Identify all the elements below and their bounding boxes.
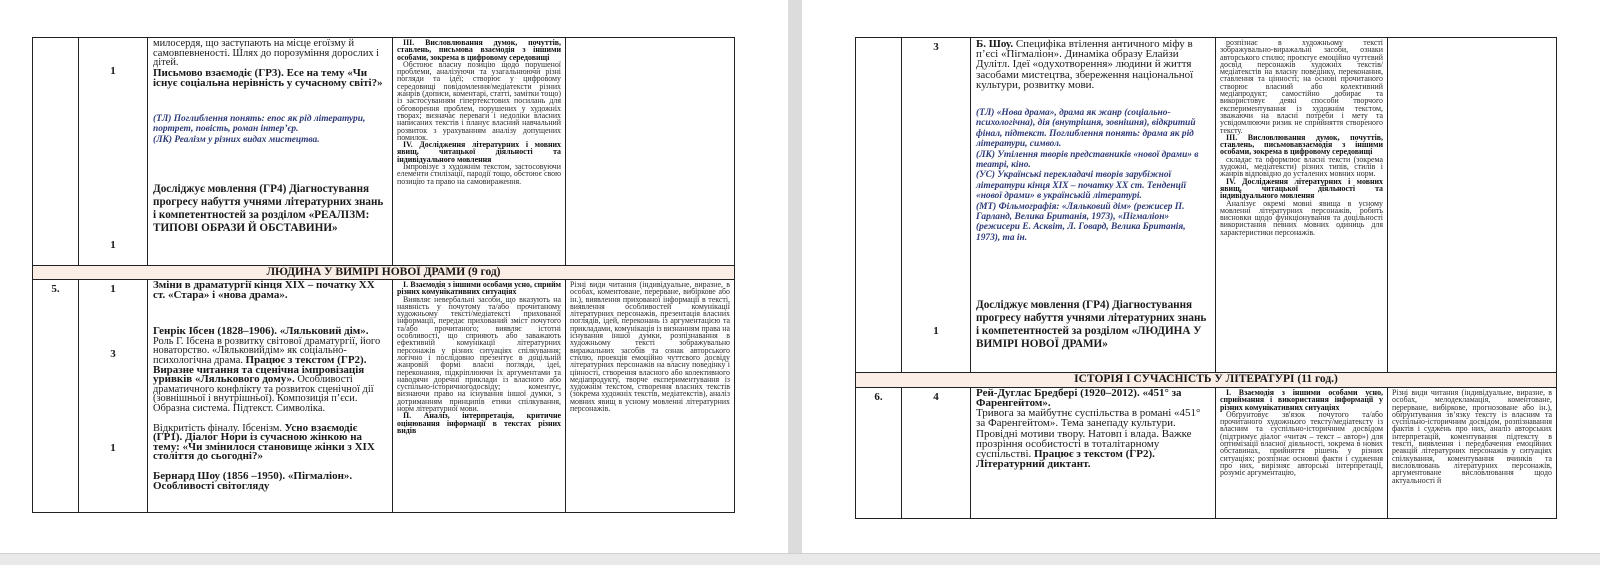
table-cell-outcomes — [392, 279, 566, 513]
topic-text: Особливості драматичного конфлікту та розвиток сценічної дії (зовнішньої і внутрішньої). Композиція п’єси. Образна система. Підтекст. Символіка. — [153, 374, 374, 414]
topic-text: Роль Г. Ібсена в розвитку світової драматургії, його новаторство. «Ляльковийдім» як соціально-психологічна драма. — [153, 335, 381, 366]
table-cell-outcomes — [1215, 37, 1388, 373]
outcome-heading: IV. Дослідження літературних і мовних явищ, читацької діяльності та індивідуального мовлення — [1220, 176, 1383, 201]
table-cell-hours — [78, 37, 148, 266]
topic-text: милосердя, що заступають на місце егоїзму й самовпевненості. Шлях до порозуміння дорослих і дітей. — [153, 38, 380, 69]
table-cell-outcomes — [1215, 387, 1388, 519]
table-cell-number — [32, 37, 79, 266]
topic-task: Письмово взаємодіє (ГР3). Есе на тему «Чи існує соціальна нерівність у сучасному світі?» — [153, 66, 383, 89]
topic-note: (ЛК) Утілення творів представників «нової драми» в театрі, кіно. — [976, 149, 1199, 171]
outcome-text: Обстоює власну позицію щодо порушеної проблеми, аналізуючи та узагальнюючи різні погляди та ідеї; створює у цифровому середовищі повідомлення/медіатексти різних жанрів (дописи, коментарі, статті, замітки тощо) із застосуванням гіпертекстових посилань для обговорення проблем, порушених у художніх творах; визначає переваги і недоліки власних написаних текстів і планує власний навчальний розвиток з урахуванням аналізу допущених помилок. — [397, 59, 561, 142]
table-cell-number — [855, 37, 902, 373]
table-cell-topic — [147, 37, 393, 266]
section-header: ІСТОРІЯ І СУЧАСНІСТЬ У ЛІТЕРАТУРІ (11 год.) — [855, 372, 1557, 388]
hours-value: 1 — [933, 325, 939, 337]
topic-text: Відкритість фіналу. Ібсенізм. — [153, 422, 282, 434]
outcome-heading: I. Взаємодія з іншими особами усно, сприйм різних комунікативних ситуаціях — [397, 280, 561, 297]
table-cell-number — [32, 279, 79, 513]
table-cell-hours — [901, 37, 971, 373]
topic-title: Генрік Ібсен (1828–1906). «Ляльковий дім». — [153, 325, 369, 338]
topic-title: Бернард Шоу (1856 –1950). «Пігмаліон». Особливості світогляду — [153, 469, 353, 492]
topic-diagnostic: Досліджує мовлення (ГР4) Діагностування прогресу набуття учнями літературних знань і компетентностей за розділом «ЛЮДИНА У ВИМІРІ НОВОЇ ДРАМИ» — [976, 299, 1207, 351]
hours-value: 3 — [933, 41, 939, 53]
table-cell-topic — [970, 37, 1216, 373]
topic-note: (ЛК) Реалізм у різних видах мистецтва. — [153, 134, 320, 145]
document-page-right — [802, 0, 1600, 553]
hours-value: 1 — [110, 239, 116, 251]
outcome-text: Обґрунтовує зв'язок почутого та/або прочитаного художнього тексту/медіатексту із власним та суспільно-історичним досвідом (підтримує діалог «читач – текст – автор») для оптимізації власної діяльності, зокрема в нових обставинах, прийняття рішень у різних ситуаціях; розпізнає основні факти і судження про них, вирізняє авторські інтерпретації, розуміє аргументацію, — [1220, 409, 1383, 478]
topic-text: Тривога за майбутнє суспільства в романі «451° за Фаренгейтом». Тема занепаду культури. Провідні мотиви твору. Натовп і влада. Важке прозріння особистості в тоталітарному суспільстві. — [976, 407, 1201, 460]
outcome-text: Аналізує окремі мовні явища в усному мовленні літературних персонажів, робить висновки щодо функціонування та доцільності використання певних мовних одиниць для характеристики персонажів. — [1220, 198, 1383, 237]
activities-text: Різні види читання (індивідуальне, виразне, в особах, мелодекламація, коментоване, перерване, вибіркове, прогнозоване або ін.), обґрунтування зв’язку тексту із власним та суспільно-історичним досвідом, розпізнавання фактів і суджень про них, аналіз авторських інтерпретацій, коментування підтексту в тексті, виявлення і передбачення емоційних реакцій літературних персонажів у ситуаціях спілкування, коментування вчинків та висловлювань літературних персонажів, аргументоване висловлювання щодо актуальності й — [1392, 388, 1552, 485]
outcome-heading: I. Взаємодія з іншими особами усно, сприймання і використання інформації у різних комунікативних ситуаціях — [1220, 388, 1383, 412]
topic-note: (ТЛ) «Нова драма», драма як жанр (соціально-психологічна), дія (внутрішня, зовнішня), відкритий фінал, підтекст. Поглиблення понять: драма як рід літератури, символ. — [976, 108, 1196, 150]
outcome-text: складає та оформлює власні тексти (зокрема художні, медіатексти) різних типів, стилів і жанрів відповідно до усталених мовних норм. — [1220, 154, 1383, 179]
topic-title: Б. Шоу. — [976, 38, 1014, 50]
topic-task: Працює з текстом (ГР2). Літературний диктант. — [976, 448, 1155, 471]
row-number: 6. — [874, 391, 883, 403]
topic-note: (МТ) Фільмографія: «Ляльковий дім» (режисер П. Гарланд, Велика Британія, 1973), «Пігмаліон» (режисери Е. Асквіт, Л. Говард, Велика Британія, 1973), та ін. — [976, 201, 1186, 243]
topic-note: (ТЛ) Поглиблення понять: епос як рід літератури, портрет, повість, роман інтер’єр. — [153, 113, 366, 135]
section-header: ЛЮДИНА У ВИМІРІ НОВОЇ ДРАМИ (9 год) — [32, 265, 735, 280]
outcome-heading: III. Висловлювання думок, почуттів, ставлень, письмова взаємодія з іншими особами, зокрема в цифровому середовищі — [397, 38, 561, 62]
row-number: 5. — [51, 283, 60, 295]
hours-value: 1 — [110, 65, 116, 77]
topic-task: Усно взаємодіє (ГР1). Діалог Нори із сучасною жінкою на тему: «Чи змінилося становище жінки з ХІХ століття до сьогодні?» — [153, 421, 375, 463]
hours-value: 4 — [933, 391, 939, 403]
activities-text: Різні види читання (індивідуальне, виразне, в особах, коментоване, перерване, вибіркове або ін.), виявлення прихованої інформації в тексті, виявлення особливостей комунікації літературних персонажів, презентація власних поглядів, ідей, переконань із аргументацією та прикладами, комунікація із визнанням права на існування іншої думки, розпізнавання в художньому тексті зображувально виражальних засобів та ознак авторського стилю, проекція емоційно чуттєвого досвіду літературних персонажів на власну поведінку і цінності, створення власного або колективного медіапродукту, творче експериментування із художнім текстом, створення власних текстів (зокрема художніх текстів, медіатекстів), аналіз мовних явищ в усному мовленні літературних персонажів. — [570, 280, 730, 414]
table-cell-topic — [970, 387, 1216, 519]
topic-diagnostic: Досліджує мовлення (ГР4) Діагностування прогресу набуття учнями літературних знань і компетентностей за розділом «РЕАЛІЗМ: ТИПОВІ ОБРАЗИ Й ОБСТАВИНИ» — [153, 183, 384, 234]
topic-task: Працює з текстом (ГР2). Виразне читання та сценічна імпровізація уривків «Лялькового дому». — [153, 353, 367, 386]
horizontal-scrollbar[interactable] — [0, 553, 1600, 565]
table-cell-activities — [565, 279, 735, 513]
topic-title: Зміни в драматургії кінця ХІХ – початку ХХ ст. «Стара» і «нова драма». — [153, 279, 375, 301]
topic-text: Специфіка втілення античного міфу в п’єсі «Пігмаліон». Динаміка образу Елайзи Дулітл. Ідеї «одухотворення» людини й життя засобами мистецтва, збереження національної культури, розвитку мови. — [976, 38, 1194, 91]
outcome-heading: IV. Дослідження літературних і мовних явищ, читацької діяльності та індивідуального мовлення — [397, 140, 561, 164]
table-cell-activities — [565, 37, 735, 266]
outcome-heading: II. Аналіз, інтерпретація, критичне оцінювання інформації в текстах різних видів — [397, 411, 561, 435]
table-cell-hours — [901, 387, 971, 519]
table-cell-outcomes — [392, 37, 566, 266]
topic-title: Рей-Дуглас Бредбері (1920–2012). «451° за Фаренгейтом». — [976, 387, 1182, 409]
outcome-heading: III. Висловлювання думок, почуттів, ставлень, письмовавзаємодія з іншими особами, зокрема в цифровому середовищі — [1220, 132, 1383, 157]
hours-value: 1 — [110, 442, 116, 454]
table-cell-activities — [1387, 37, 1557, 373]
outcome-text: Імпровізує з художнім текстом, застосовуючи елементи стилізації, пародії тощо, обстоює свою позицію та право на самовираження. — [397, 162, 561, 186]
hours-value: 3 — [110, 348, 116, 360]
hours-value: 1 — [110, 283, 116, 295]
topic-note: (УС) Українські перекладачі творів зарубіжної літератури кінця ХІХ – початку ХХ ст. Тенденції «нової драми» в українській літературі. — [976, 170, 1187, 202]
page-gap — [788, 0, 802, 564]
document-page-left — [0, 0, 788, 553]
table-cell-number — [855, 387, 902, 519]
outcome-text: Виявляє невербальні засоби, що вказують на наявність у почутому та/або прочитаному художньому тексті/медіатексті прихованої інформації, передає прихований зміст почутого та/або прочитаного; виявляє істотні особливості, що сприяють або заважають ефективній комунікації літературних персонажів у різних ситуаціях спілкування; логічно і послідовно презентує в доцільній жанровій формі власні погляди, ідеї, переконання, підкріплюючи їх аргументами та наводячи доречні приклади із власного або суспільно-історичногодосвіду; коментує, визнаючи право на існування іншої думки, з дотриманням принципів етики спілкування, норм літературної мови. — [397, 294, 561, 414]
table-cell-hours — [78, 279, 148, 513]
table-cell-activities — [1387, 387, 1557, 519]
outcome-text: розпізнає в художньому тексті зображувально-виражальні засоби, ознаки авторського стилю; проєктує емоційно чуттєвий досвід персонажів художніх текстів/медіатекстів на власну поведінку, переконання, ставлення та цінності; на основі прочитаного створює власний або колективний медіапродукт; самостійно добирає та використовує деякі способи творчого експериментування із художнім текстом, зважаючи на власні потреби і мету та усвідомлюючи ризик не сприйняття створеного тексту. — [1220, 38, 1383, 135]
table-cell-topic — [147, 279, 393, 513]
